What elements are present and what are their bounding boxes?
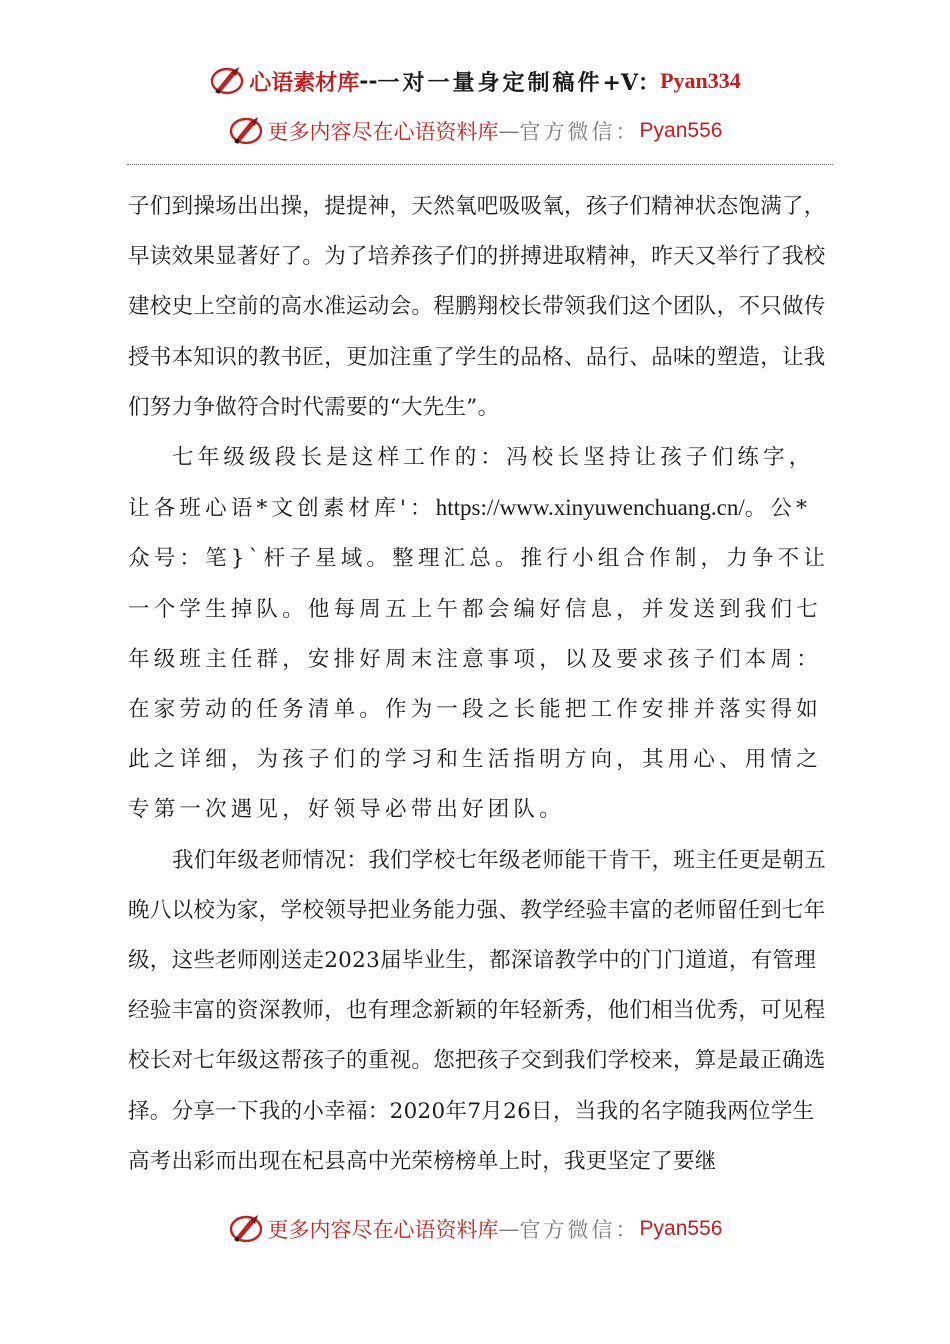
footer-wechat-id: Pyan556	[639, 1217, 723, 1240]
subheader-banner	[0, 114, 950, 148]
document-body	[128, 182, 834, 1187]
subheader-wechat-id: Pyan556	[639, 119, 723, 142]
footer-dash: —	[498, 1217, 520, 1241]
paragraph-3: 我们年级老师情况：我们学校七年级老师能干肯干，班主任更是朝五晚八以校为家，学校领导把业务能力强、教学经验丰富的老师留任到七年级，这些老师刚送走2023届毕业生，都深谙教学中的门门道道，有管理经验丰富的资深教师，也有理念新颖的年轻新秀，他们相当优秀，可见程校长对七年级这帮孩子的重视。您把孩子交到我们学校来，算是最正确选择。分享一下我的小幸福：2020年7月26日，当我的名字随我两位学生高考出彩而出现在杞县高中光荣榜榜单上时，我更坚定了要继	[128, 847, 827, 1174]
header-separator: --	[359, 68, 378, 94]
subheader-text: 更多内容尽在心语资料库	[267, 120, 499, 144]
subheader-dash: —	[498, 119, 520, 143]
paragraph-2	[128, 433, 834, 836]
footer-label: 官方微信：	[519, 1218, 640, 1242]
paragraph-2-text-end: 。公*众号：笔}`杆子星域。整理汇总。推行小组合作制，力争不让一个学生掉队。他每周五上午都会编好信息，并发送到我们七年级班主任群，安排好周末注意事项，以及要求孩子们本周：在家劳动的任务清单。作为一段之长能把工作安排并落实得如此之详细，为孩子们的学习和生活指明方向，其用心、用情之专第一次遇见，好领导必带出好团队。	[128, 496, 830, 823]
quill-logo-icon	[228, 1212, 264, 1246]
quill-logo-icon	[209, 64, 245, 98]
brand-name: 心语素材库	[249, 69, 360, 96]
subheader-label: 官方微信：	[519, 120, 640, 144]
header-banner	[0, 64, 950, 98]
footer-text: 更多内容尽在心语资料库	[267, 1218, 499, 1242]
header-contact-label: +V：	[602, 69, 661, 96]
paragraph-2-url: https://www.xinyuwenchuang.cn/	[435, 495, 745, 521]
header-tagline: 一对一量身定制稿件	[377, 69, 603, 96]
header-divider	[127, 164, 833, 165]
header-wechat-id: Pyan334	[660, 68, 741, 93]
quill-logo-icon	[228, 114, 264, 148]
paragraph-1: 子们到操场出出操，提提神，天然氧吧吸吸氧，孩子们精神状态饱满了，早读效果显著好了。为了培养孩子们的拼搏进取精神，昨天又举行了我校建校史上空前的高水准运动会。程鹏翔校长带领我们这个团队，不只做传授书本知识的教书匠，更加注重了学生的品格、品行、品味的塑造，让我们努力争做符合时代需要的“大先生”。	[128, 194, 826, 420]
footer-banner	[0, 1212, 950, 1246]
paragraph-2-text-start: 七年级级段长是这样工作的：冯校长坚持让孩子们练字，让各班心语*文创素材库'：	[128, 445, 815, 522]
